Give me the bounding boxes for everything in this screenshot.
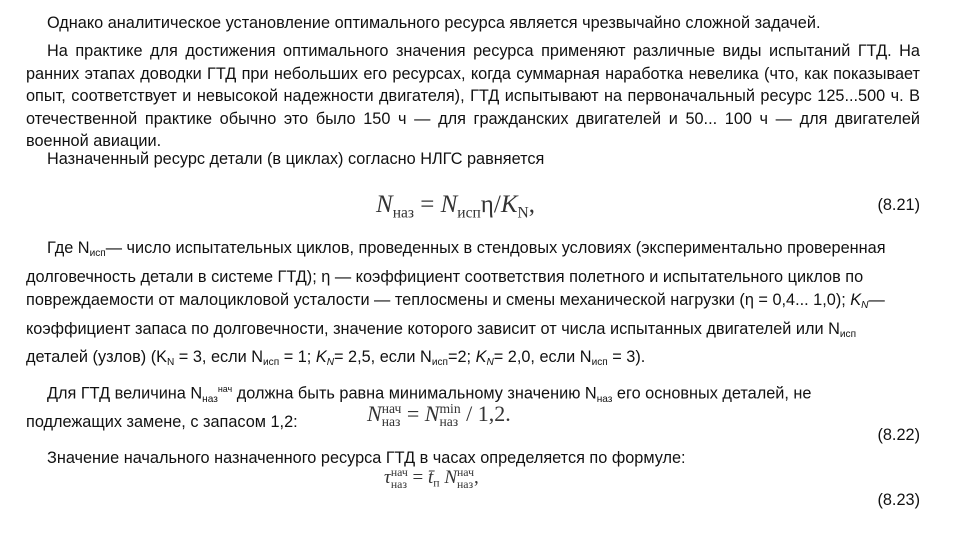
paragraph-initial-resource: Значение начального назначенного ресурса ГТД в часах определяется по формуле: — [47, 449, 686, 467]
formula-8-22: N нач наз = N min наз / 1,2. — [367, 401, 511, 429]
paragraph-intro: Однако аналитическое установление оптимального ресурса является чрезвычайно сложной задачей. — [47, 14, 821, 32]
equation-number-8-22: (8.22) — [877, 426, 920, 444]
paragraph-gtd-resource: Для ГТД величина Nназ$^{нач}$ должна быть равна минимальному значению Nназ его основных деталей, не подлежащих замене, с запасом 1,2: — [26, 384, 812, 432]
formula-8-21: $N_{наз} = N_{исп}\eta/K_N$, — [376, 191, 535, 222]
formula-8-23: τ нач наз = t̄п N нач наз , — [384, 466, 479, 491]
paragraph-testing-practice: На практике для достижения оптимального значения ресурса применяют различные виды испытаний ГТД. На ранних этапах доводки ГТД при небольших его ресурсах, когда суммарная наработка невелика (что, как показывает опыт, соответствует и невысокой надежности двигателя), ГТД испытывают на первоначальный ресурс 125...500 ч. В отечественной практике обычно это было 150 ч — для гражданских двигателей и 50... 100 ч — для двигателей военной авиации. — [26, 42, 920, 150]
equation-number-8-23: (8.23) — [877, 491, 920, 509]
paragraph-assigned-resource: Назначенный ресурс детали (в циклах) согласно НЛГС равняется — [47, 150, 545, 168]
paragraph-definitions: Где Nисп— число испытательных циклов, проведенных в стендовых условиях (экспериментально проверенная долговечность детали в системе ГТД); η — коэффициент соответствия полетного и испытательного циклов по повреждаемости от малоцикловой усталости — теплосмены и смены механической нагрузки (η = 0,4... 1,0); KN— коэффициент запаса по долговечности, значение которого зависит от числа испытанных двигателей или Nисп деталей (узлов) (KN = 3, если Nисп = 1; KN= 2,5, если Nисп=2; KN= 2,0, если Nисп = 3). — [26, 239, 886, 369]
equation-number-8-21: (8.21) — [877, 196, 920, 214]
